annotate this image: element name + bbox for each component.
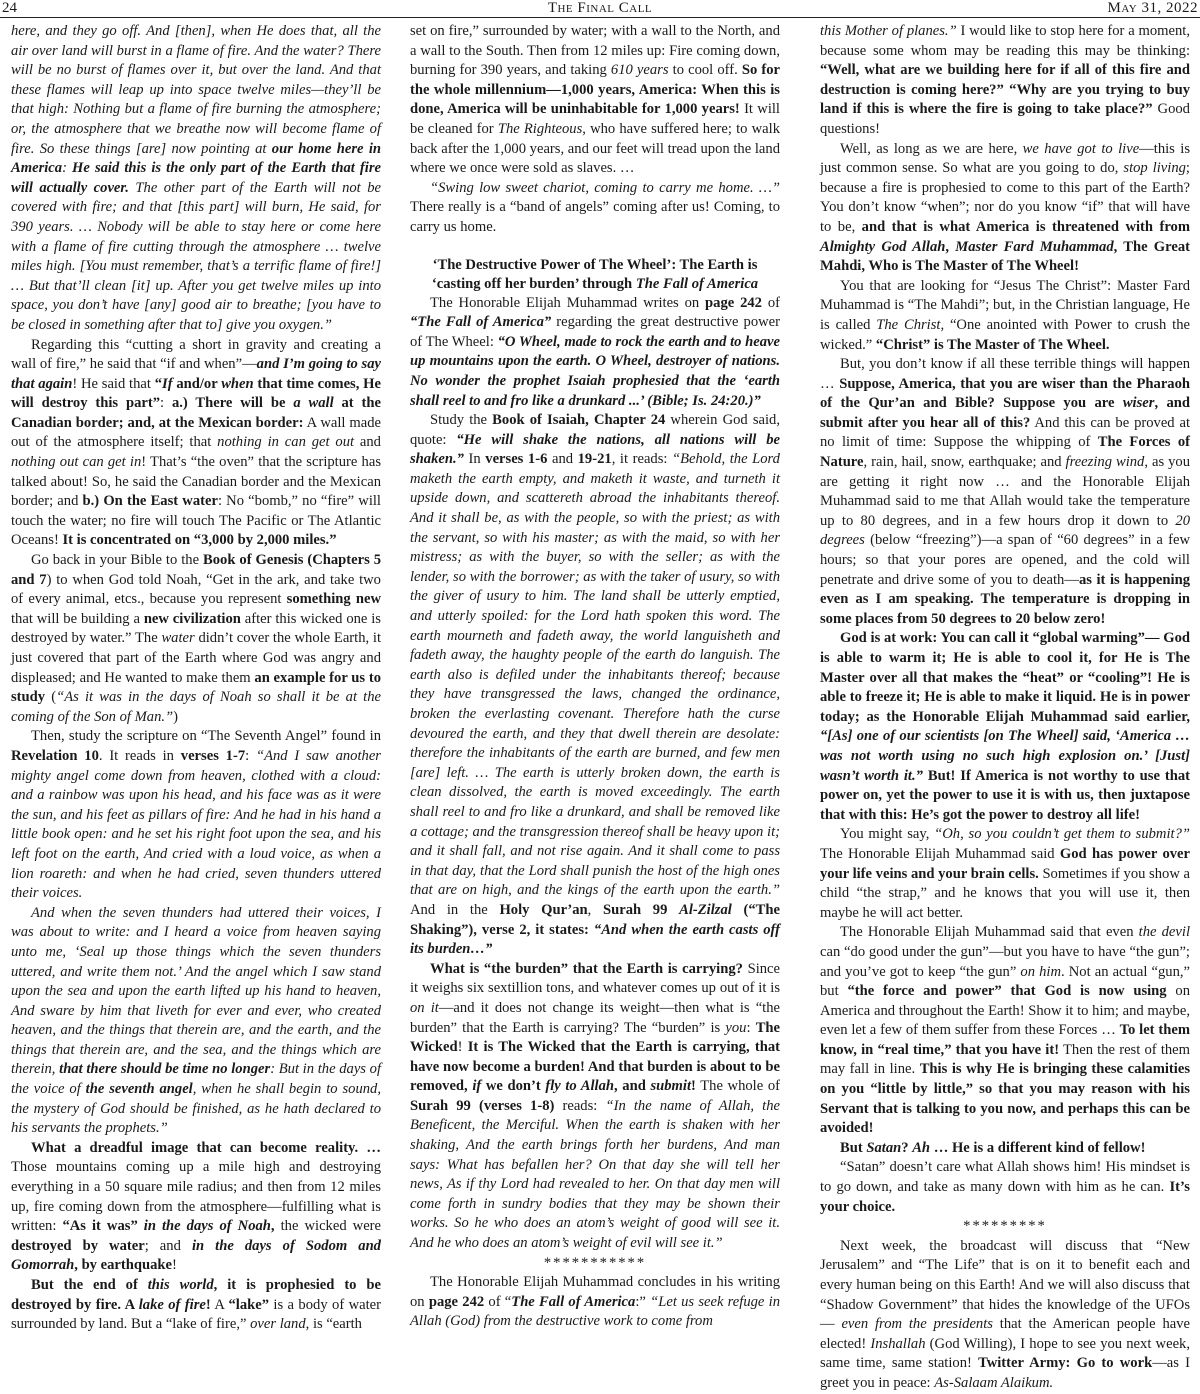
article-paragraph: But the end of this world, it is prophesied to be destroyed by fire. A lake of fire! A “lake” is a body of water surrounded by land. But a “lake of fire,” over land, is “earth [11,1277,382,1333]
article-paragraph: Then, study the scripture on “The Seventh Angel” found in Revelation 10. It reads in verses 1-7: “And I saw another mighty angel come down from heaven, clothed with a cloud: and a rainbow was upon his head, and his face was as it were the sun, and his feet as pillars of fire: And he had in his hand a little book open: and he set his right foot upon the sea, and his left foot on the earth, And cried with a loud voice, as when a lion roareth: and when he had cried, seven thunders uttered their voices. [11,728,381,902]
article-paragraph: The Honorable Elijah Muhammad writes on page 242 of “The Fall of America” regarding the great destructive power of The Wheel: “O Wheel, made to rock the earth and to heave up mountains upon the earth. O Wheel, destroyer of nations. No wonder the prophet Isaiah prophesied that the ‘earth shall reel to and fro like a drunkard ...’ (Bible; Is. 24:20.)” [410,294,781,409]
article-paragraph: The Honorable Elijah Muhammad concludes in his writing on page 242 of “The Fall of America:” “Let us seek refuge in Allah (God) from the destructive work to come from [410,1274,781,1330]
article-paragraph: Go back in your Bible to the Book of Genesis (Chapters 5 and 7) to when God told Noah, “Get in the ark, and take two of every animal, etcs., because you represent something new that will be building a new civilization after this wicked one is destroyed by water.” The water didn’t cover the whole Earth, it just covered that part of the Earth where God was angry and displeased; and He wanted to make them an example for us to study (“As it was in the days of Noah so shall it be at the coming of the Son of Man.”) [11,552,382,725]
article-paragraph: Regarding this “cutting a short in gravity and creating a wall of fire,” he said that “if and when”—and I’m going to say that again! He said that “If and/or when that time comes, He will destroy this part”: a.) There will be a wall at the Canadian border; and, at the Mexican border: A wall made out of the atmosphere itself; that nothing in can get out and nothing out can get in! That’s “the oven” that the scripture has talked about! So, he said the Canadian border and the Mexican border; and b.) On the East water: No “bomb,” no “fire” will touch the water; no fire will touch The Pacific or The Atlantic Oceans! It is concentrated on “3,000 by 2,000 miles.” [11,336,381,549]
article-paragraph: What is “the burden” that the Earth is carrying? Since it weighs six sextillion tons, and whatever comes up out of it is on it—and it does not change its weight—then what is “the burden” that the Earth is carrying? The “burden” is you: The Wicked! It is The Wicked that the Earth is carrying, that have now become a burden! And that burden is about to be removed, if we don’t fly to Allah, and submit! The whole of Surah 99 (verses 1-8) reads: “In the name of Allah, the Beneficent, the Merciful. When the earth is shaken with her shaking, And the earth brings forth her burdens, And man says: What has befallen her? On that day she will tell her news, As if thy Lord had revealed to her. On that day men will come forth in sundry bodies that they may be shown their works. So he who does an atom’s weight of good will see it. And he who does an atom’s weight of evil will see it.” [410,960,781,1252]
article-paragraph: But Satan? Ah … He is a different kind of fellow! [840,1139,1146,1156]
page-header [0,0,1200,16]
article-paragraph: God is at work: You can call it “global warming”— God is able to warm it; He is able to cool it, for He is The Master over all that makes the “heat” or “cooling”! He is able to freeze it; He is able to make it liquid. He is in power today; as the Honorable Elijah Muhammad said earlier, “[As] one of our scientists [on The Wheel] said, ‘America … was not worth using no such high explosion on.’ [Just] wasn’t worth it.” But! If America is not worthy to use that power on, yet the power to use it is with us, then juxtapose that with this: He’s got the power to destroy all life! [820,630,1190,823]
header-rule [0,17,1200,18]
section-divider: *********** [543,1254,647,1271]
article-paragraph: this Mother of planes.” I would like to stop here for a moment, because some whom may be reading this may be thinking: “Well, what are we building here for if all of this fire and destruction is coming here?” “Why are you trying to buy land if this is where the fire is going to take place?” Good questions! [820,23,1190,137]
article-column-3 [820,22,1191,1391]
section-divider: ********* [963,1218,1047,1235]
article-paragraph: here, and they go off. And [then], when He does that, all the air over land will burst in a flame of fire. And the water? There will be no burst of flames over it, but over the land. And that these flames will leap up into space twelve miles—they’ll be that high: Nothing but a flame of fire burning the atmosphere; or, the atmosphere that we breathe now will become flame of fire. So these things [are] now pointing at our home here in America: He said this is the only part of the Earth that fire will actually cover. The other part of the Earth will not be covered with fire; and that [this part] will burn, He said, for 390 years. … Nobody will be able to stay here or come here with a flame of fire cutting through the atmosphere … twelve miles high. [You must remember, that’s a terrific flame of fire!] … But that’ll clean [it] up. After you get twelve miles up into space, you don’t have [any] good air to breathe; [you have to be closed in something after that to] give you oxygen.” [11,23,381,333]
article-paragraph: Study the Book of Isaiah, Chapter 24 wherein God said, quote: “He will shake the nations, all nations will be shaken.” In verses 1-6 and 19-21, it reads: “Behold, the Lord maketh the earth empty, and maketh it waste, and turneth it upside down, and scattereth abroad the inhabitants thereof. And it shall be, as with the people, so with the priest; as with the servant, so with his master; as with the maid, so with her mistress; as with the buyer, so with the seller; as with the lender, so with the borrower; as with the taker of usury, so with the giver of usury to him. The land shall be utterly emptied, and utterly spoiled: for the Lord hath spoken this word. The earth mourneth and fadeth away, the world languisheth and fadeth away, the haughty people of the earth do languish. The earth also is defiled under the inhabitants thereof; because they have transgressed the laws, changed the ordinance, broken the everlasting covenant. Therefore hath the curse devoured the earth, and they that dwell therein are desolate: therefore the inhabitants of the earth are burned, and few men [are] left. … The earth is utterly broken down, the earth is clean dissolved, the earth is moved exceedingly. The earth shall reel to and fro like a drunkard, and shall be removed like a cottage; and the transgression thereof shall be heavy upon it; and it shall fall, and not rise again. And it shall come to pass in that day, that the Lord shall punish the host of the high ones that are on high, and the kings of the earth upon the earth.” And in the Holy Qur’an, Surah 99 Al-Zilzal (“The Shaking”), verse 2, it states: “And when the earth casts off its burden…” [410,412,780,958]
article-paragraph: But, you don’t know if all these terrible things will happen … Suppose, America, that you are wiser than the Pharaoh of the Qur’an and Bible? Suppose you are wiser, and submit after you hear all of this? And this can be proved at no limit of time: Suppose the whipping of The Forces of Nature, rain, hail, snow, earthquake; and freezing wind, as you are getting it right now … and the Honorable Elijah Muhammad said to me that Allah would take the temperature up to 80 degrees, and in a few hours drop it down to 20 degrees (below “freezing”)—a span of “60 degrees” in a few hours; so that your pores are opened, and the cold will penetrate and drive some of you to death—as it is happening even as I am speaking. The temperature is dropping in some places from 50 degrees to 20 below zero! [820,356,1191,627]
article-paragraph: What a dreadful image that can become reality. … Those mountains coming up a mile high and destroying everything in a 50 square mile radius; and then from 12 miles up, fire coming down from the atmosphere—fulfilling what is written: “As it was” in the days of Noah, the wicked were destroyed by water; and in the days of Sodom and Gomorrah, by earthquake! [11,1139,382,1274]
publication-name: The Final Call [547,0,653,16]
article-paragraph: “Satan” doesn’t care what Allah shows him! His mindset is to go down, and take as many down with him as he can. It’s your choice. [820,1159,1190,1215]
article-paragraph: Well, as long as we are here, we have got to live—this is just common sense. So what are you going to do, stop living; because a fire is prophesied to come to this part of the Earth? You don’t know “when”; nor do you know “if” that will have to be, and that is what America is threatened with from Almighty God Allah, Master Fard Muhammad, The Great Mahdi, Who is The Master of The Wheel! [820,140,1191,275]
section-heading: ‘The Destructive Power of The Wheel’: The Earth is ‘casting off her burden’ through The Fall of America [431,256,759,292]
article-paragraph: And when the seven thunders had uttered their voices, I was about to write: and I heard a voice from heaven saying unto me, ‘Seal up those things which the seven thunders uttered, and write them not.’ And the angel which I saw stand upon the sea and upon the earth lifted up his hand to heaven, And sware by him that liveth for ever and ever, who created heaven, and the things that therein are, and the earth, and the things that therein are, and the sea, and the things which are therein, that there should be time no longer: But in the days of the voice of the seventh angel, when he shall begin to sound, the mystery of God should be finished, as he hath declared to his servants the prophets.” [11,904,382,1137]
article-paragraph: The Honorable Elijah Muhammad said that even the devil can “do good under the gun”—but you have to have “the gun”; and you’ve got to keep “the gun” on him. Not an actual “gun,” but “the force and power” that God is now using on America and throughout the Earth! Show it to him; and maybe, even let a few of them suffer from these Forces … To let them know, in “real time,” that you have it! Then the rest of them may fall in line. This is why He is bringing these calamities on you “little by little,” so that you may reason with his Servant that is talking to you now, and perhaps this can be avoided! [820,924,1191,1137]
article-paragraph: “Swing low sweet chariot, coming to carry me home. …” There really is a “band of angels” coming after us! Coming, to carry us home. [410,179,780,235]
article-paragraph: Next week, the broadcast will discuss that “New Jerusalem” and “The Life” that is on it to benefit each and every human being on this Earth! And we will also discuss that “Shadow Government” that hides the knowledge of the UFOs— even from the presidents that the American people have elected! Inshallah (God Willing), I hope to see you next week, same time, same station! Twitter Army: Go to work—as I greet you in peace: As-Salaam Alaikum. [820,1237,1191,1391]
article-paragraph: You that are looking for “Jesus The Christ”: Master Fard Muhammad is “The Mahdi”; but, in the Christian language, He is called The Christ, “One anointed with Power to crush the wicked.” “Christ” is The Master of The Wheel. [820,277,1190,353]
article-paragraph: You might say, “Oh, so you couldn’t get them to submit?” The Honorable Elijah Muhammad said God has power over your life veins and your brain cells. Sometimes if you show a child “the strap,” and he knows that you will use it, then maybe he will act better. [820,826,1190,921]
page-number: 24 [2,0,17,16]
issue-date: May 31, 2022 [1107,0,1198,16]
article-column-1 [11,22,382,1333]
article-column-2 [410,22,781,1330]
article-paragraph: set on fire,” surrounded by water; with a wall to the North, and a wall to the South. Then from 12 miles up: Fire coming down, burning for 390 years, and taking 610 years to cool off. So for the whole millennium—1,000 years, America: When this is done, America will be uninhabitable for 1,000 years! It will be cleaned for The Righteous, who have suffered here; to walk back after the 1,000 years, and our feet will tread upon the land where we once were sold as slaves. … [410,23,780,177]
